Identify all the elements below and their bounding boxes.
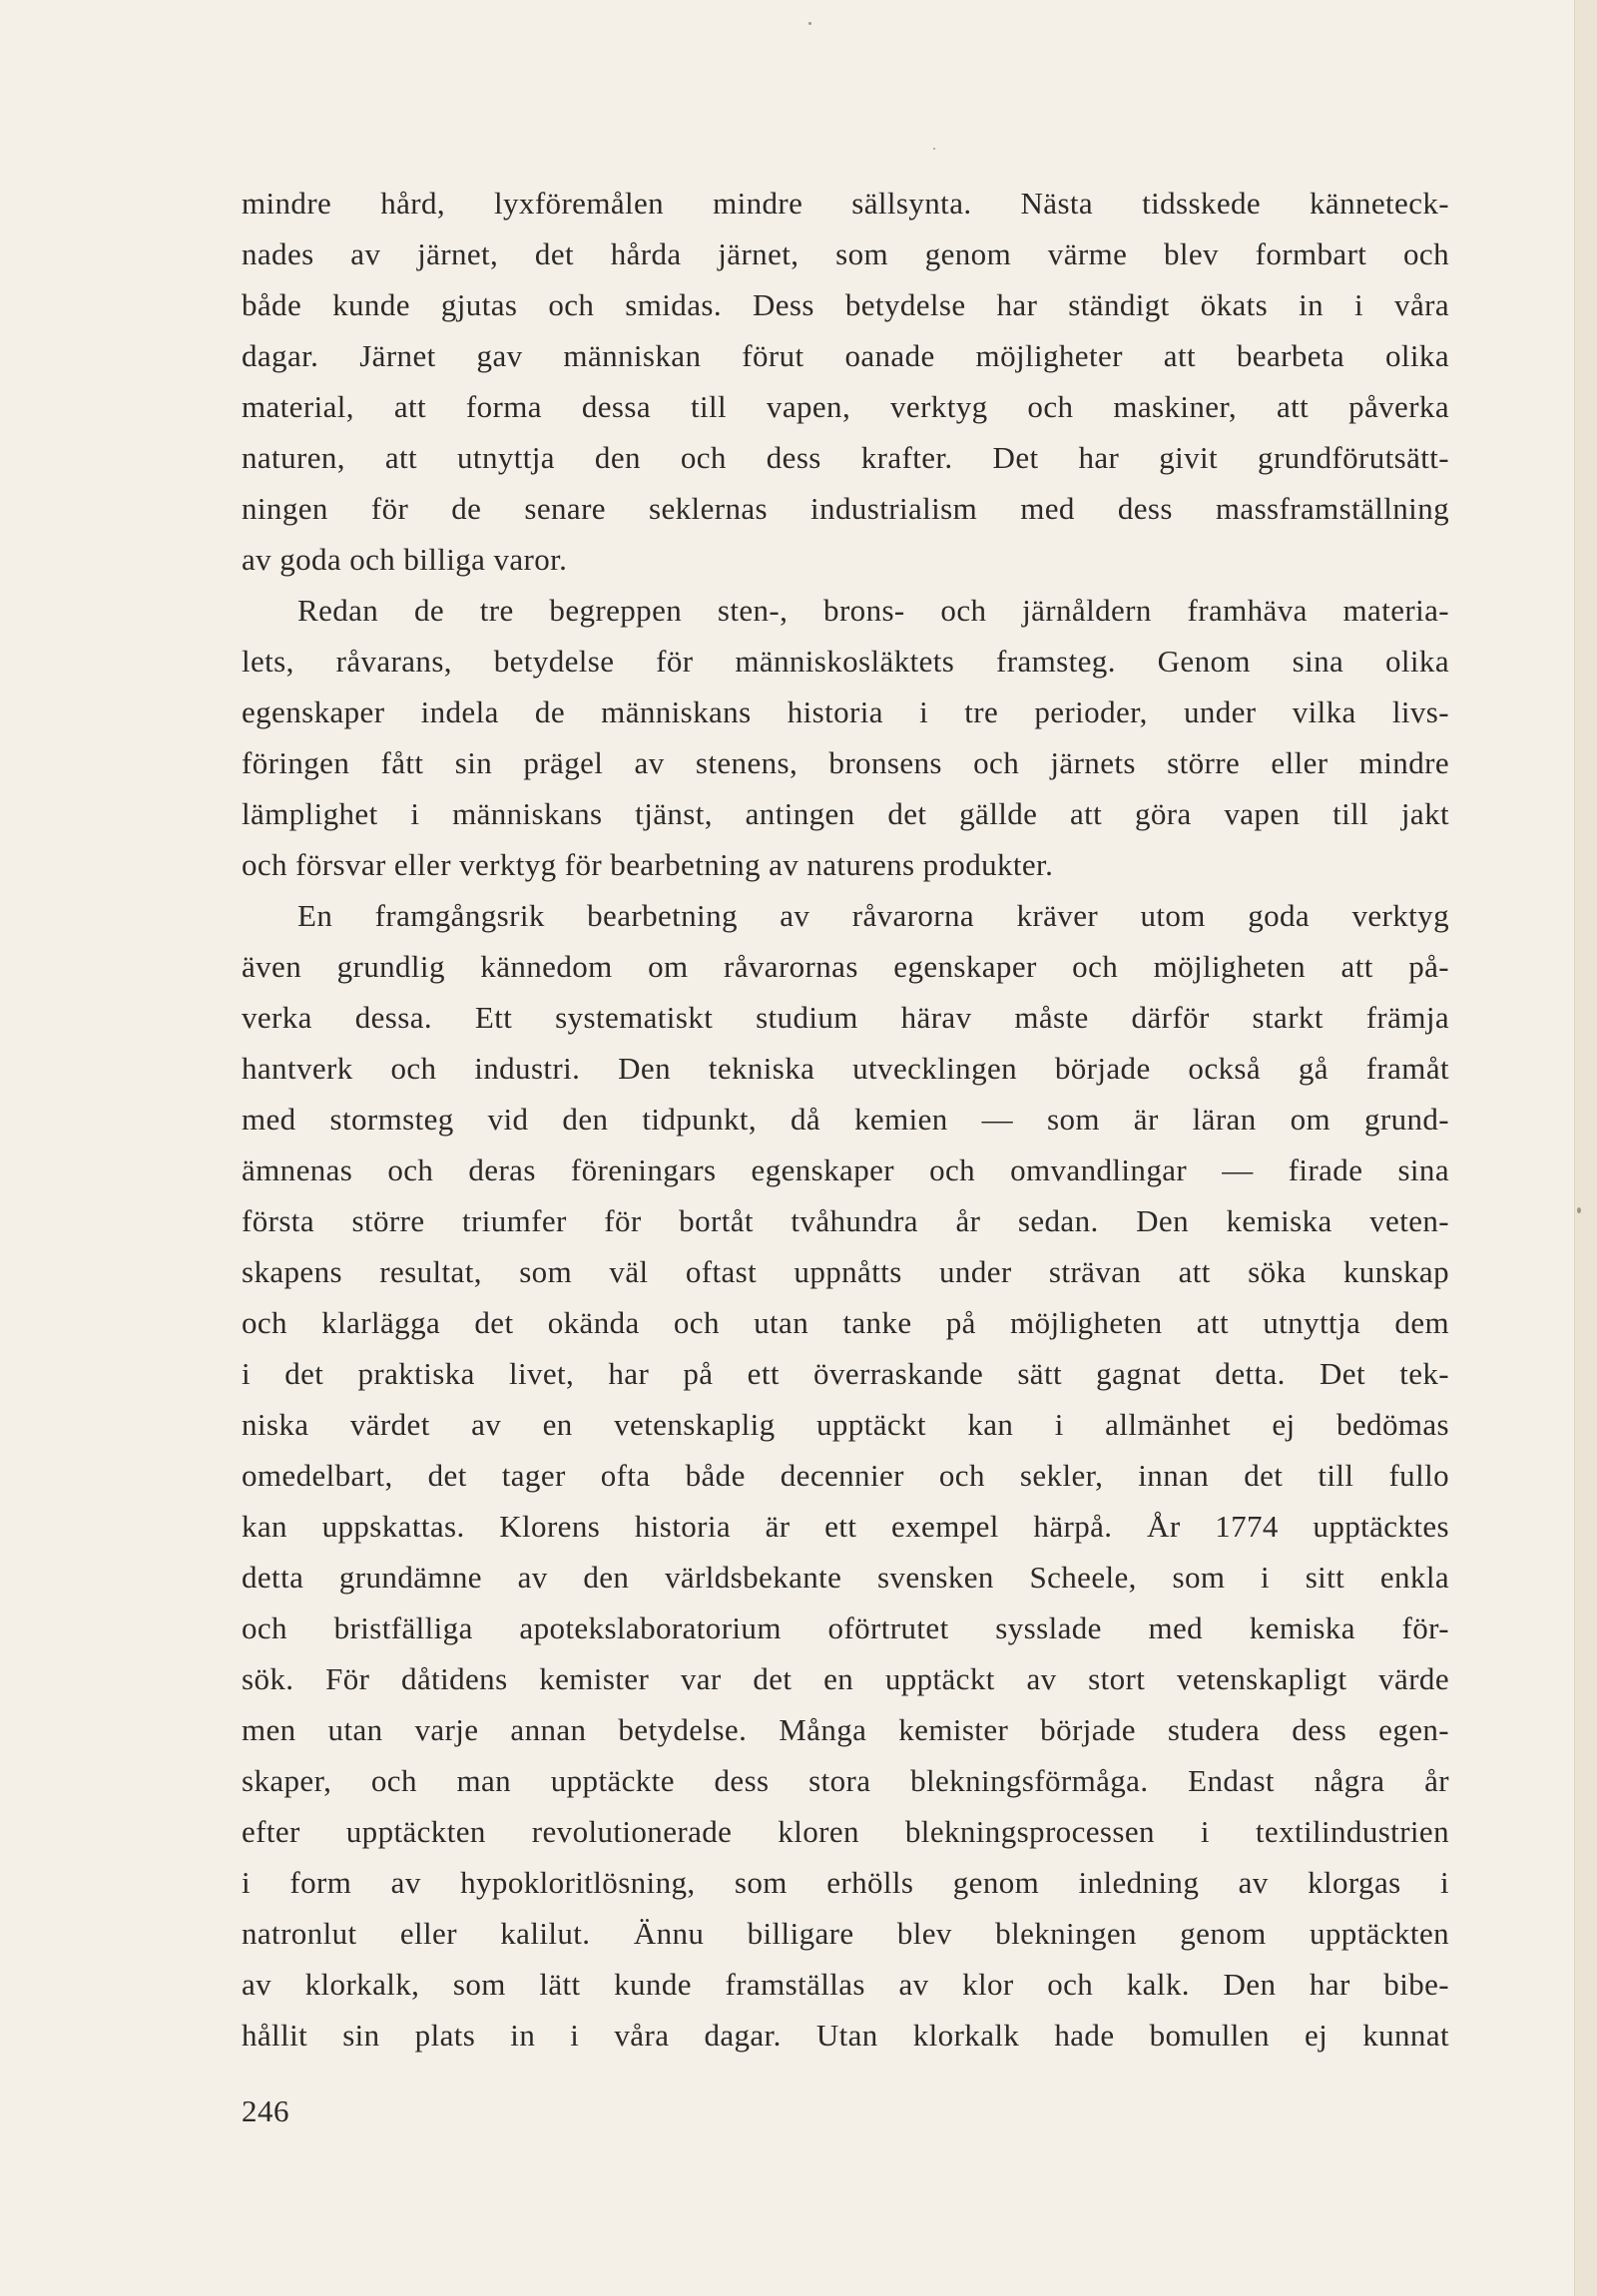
- text-line: med stormsteg vid den tidpunkt, då kemien — som är läran om grund-: [242, 1102, 1449, 1137]
- paper-speck: [808, 22, 811, 25]
- text-line: även grundlig kännedom om råvarornas egenskaper och möjligheten att på-: [242, 949, 1449, 984]
- paragraph: [242, 178, 1449, 585]
- page-number: 246: [242, 2093, 289, 2128]
- text-line: mindre hård, lyxföremålen mindre sällsynta. Nästa tidsskede känneteck-: [242, 186, 1449, 221]
- text-line: ningen för de senare seklernas industrialism med dess massframställning: [242, 491, 1449, 526]
- paper-speck: [1577, 1207, 1581, 1213]
- text-line: kan uppskattas. Klorens historia är ett exempel härpå. År 1774 upptäcktes: [242, 1509, 1449, 1544]
- text-line: i det praktiska livet, har på ett överraskande sätt gagnat detta. Det tek-: [242, 1356, 1449, 1391]
- text-line: men utan varje annan betydelse. Många kemister började studera dess egen-: [242, 1712, 1449, 1747]
- text-line: skaper, och man upptäckte dess stora blekningsförmåga. Endast några år: [242, 1763, 1449, 1798]
- text-line: och bristfälliga apotekslaboratorium oförtrutet sysslade med kemiska för-: [242, 1610, 1449, 1645]
- text-line: egenskaper indela de människans historia i tre perioder, under vilka livs-: [242, 694, 1449, 729]
- text-line: natronlut eller kalilut. Ännu billigare blev blekningen genom upptäckten: [242, 1916, 1449, 1951]
- text-line: efter upptäckten revolutionerade kloren blekningsprocessen i textilindustrien: [242, 1814, 1449, 1849]
- text-line: lämplighet i människans tjänst, antingen det gällde att göra vapen till jakt: [242, 796, 1449, 831]
- paper-speck: [933, 148, 935, 150]
- text-line: naturen, att utnyttja den och dess krafter. Det har givit grundförutsätt-: [242, 440, 1449, 475]
- text-line: sök. För dåtidens kemister var det en upptäckt av stort vetenskapligt värde: [242, 1661, 1449, 1696]
- text-line: En framgångsrik bearbetning av råvarorna kräver utom goda verktyg: [297, 898, 1449, 933]
- text-line: hållit sin plats in i våra dagar. Utan klorkalk hade bomullen ej kunnat: [242, 2018, 1449, 2053]
- text-line: ämnenas och deras föreningars egenskaper och omvandlingar — firade sina: [242, 1152, 1449, 1187]
- paragraph: [242, 585, 1449, 890]
- text-line: första större triumfer för bortåt tvåhundra år sedan. Den kemiska veten-: [242, 1203, 1449, 1238]
- text-line: av klorkalk, som lätt kunde framställas av klor och kalk. Den har bibe-: [242, 1967, 1449, 2002]
- paragraph: [242, 890, 1449, 2061]
- text-line: omedelbart, det tager ofta både decennier och sekler, innan det till fullo: [242, 1458, 1449, 1493]
- text-line: detta grundämne av den världsbekante svensken Scheele, som i sitt enkla: [242, 1560, 1449, 1595]
- text-line: Redan de tre begreppen sten-, brons- och järnåldern framhäva materia-: [297, 593, 1449, 628]
- page-edge: [1574, 0, 1597, 2296]
- text-line: skapens resultat, som väl oftast uppnåtts under strävan att söka kunskap: [242, 1254, 1449, 1289]
- text-line: hantverk och industri. Den tekniska utvecklingen började också gå framåt: [242, 1051, 1449, 1086]
- text-line: och klarlägga det okända och utan tanke på möjligheten att utnyttja dem: [242, 1305, 1449, 1340]
- text-line: niska värdet av en vetenskaplig upptäckt kan i allmänhet ej bedömas: [242, 1407, 1449, 1442]
- text-line: av goda och billiga varor.: [242, 542, 568, 577]
- text-line: i form av hypokloritlösning, som erhölls genom inledning av klorgas i: [242, 1865, 1449, 1900]
- text-line: både kunde gjutas och smidas. Dess betydelse har ständigt ökats in i våra: [242, 287, 1449, 322]
- text-line: och försvar eller verktyg för bearbetning av naturens produkter.: [242, 847, 1054, 882]
- body-text: [242, 178, 1449, 2061]
- text-line: dagar. Järnet gav människan förut oanade möjligheter att bearbeta olika: [242, 338, 1449, 373]
- text-line: verka dessa. Ett systematiskt studium härav måste därför starkt främja: [242, 1000, 1449, 1035]
- text-line: material, att forma dessa till vapen, verktyg och maskiner, att påverka: [242, 389, 1449, 424]
- text-line: lets, råvarans, betydelse för människosläktets framsteg. Genom sina olika: [242, 644, 1449, 679]
- text-line: nades av järnet, det hårda järnet, som genom värme blev formbart och: [242, 236, 1449, 271]
- text-line: föringen fått sin prägel av stenens, bronsens och järnets större eller mindre: [242, 745, 1449, 780]
